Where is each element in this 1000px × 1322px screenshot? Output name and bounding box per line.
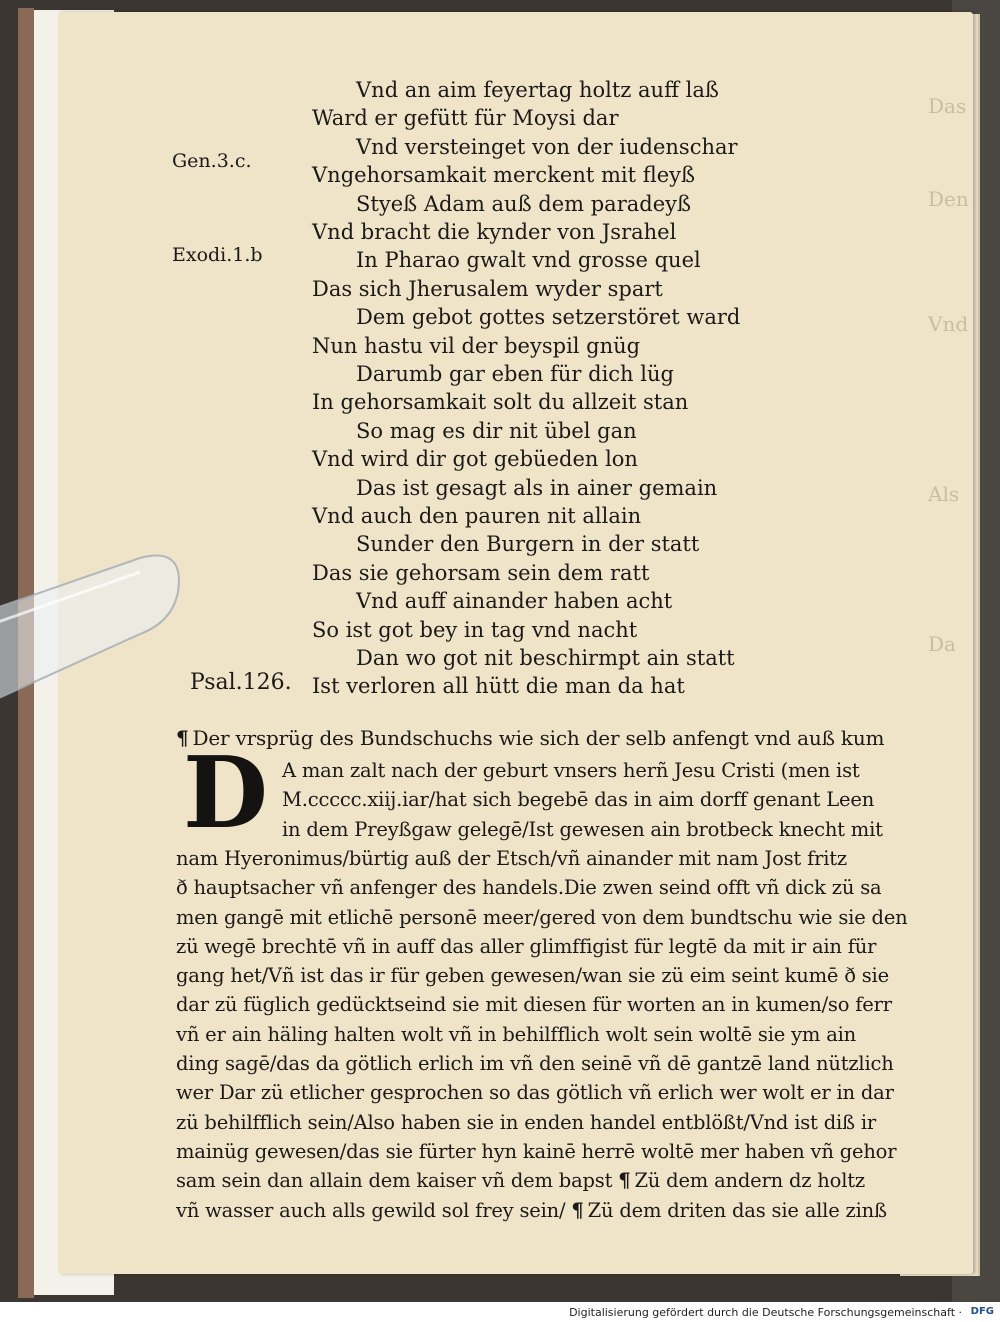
verse-line: Darumb gar eben für dich lüg [356, 362, 674, 386]
verse-line: Vnd wird dir got gebüeden lon [312, 447, 638, 472]
prose-line-text: ding sagē/das da götlich erlich im vñ den seinē vñ dē gantzē land nützlich [176, 1052, 894, 1075]
prose-line-text: nam Hyeronimus/bürtig auß der Etsch/vñ ainander mit nam Jost fritz [176, 846, 847, 870]
footer-credit: Digitalisierung gefördert durch die Deutsche Forschungsgemeinschaft · [569, 1306, 962, 1319]
verse-line: Vngehorsamkait merckent mit fleyß [312, 163, 696, 188]
show-through-text: Als [928, 482, 960, 506]
prose-line [176, 1139, 897, 1163]
verse-line: Ist verloren all hütt die man da hat [312, 674, 685, 699]
prose-line [282, 790, 874, 810]
prose-line [176, 1171, 865, 1191]
prose-line-text: vñ er ain häling halten wolt vñ in behilfflich wolt sein woltē sie ym ain [176, 1022, 857, 1046]
prose-line [282, 817, 883, 841]
verse-line: Ward er gefütt für Moysi dar [312, 106, 619, 131]
prose-line-text: men gangē mit etlichē personē meer/gered von dem bundtschu wie sie den [176, 905, 908, 929]
show-through-text: Den [928, 187, 969, 211]
prose-line-text: mainüg gewesen/das sie fürter hyn kainē herrē woltē mer haben vñ gehor [176, 1139, 897, 1163]
verse-line: Styeß Adam auß dem paradeyß [356, 191, 692, 216]
prose-line [176, 905, 908, 929]
margin-note: Psal.126. [190, 670, 292, 695]
prose-tail-text: Zü dem andern dz holtz [634, 1169, 865, 1193]
verse-line: Dem gebot gottes setzerstöret ward [356, 305, 741, 330]
pilcrow-mark: ¶ [571, 1198, 584, 1222]
prose-line-text: zü behilfflich sein/Also haben sie in enden handel entblößt/Vnd ist diß ir [176, 1110, 876, 1134]
verse-line: In Pharao gwalt vnd grosse quel [356, 248, 701, 273]
verse-line: Vnd auff ainander haben acht [356, 589, 673, 614]
verse-line: Vnd versteinget von der iudenschar [356, 134, 738, 159]
prose-line [176, 934, 877, 958]
verse-line: Sunder den Burgern in der statt [356, 532, 700, 557]
prose-line [176, 1022, 857, 1046]
prose-line-text: dar zü füglich gedücktseind sie mit diesen für worten an in kumen/so ferr [176, 993, 892, 1017]
dfg-logo: DFG [970, 1306, 994, 1317]
verse-line: Das sie gehorsam sein dem ratt [312, 560, 650, 585]
prose-line-text: A man zalt nach der geburt vnsers herñ Jesu Cristi (men ist [282, 759, 860, 782]
prose-line-text: vñ wasser auch alls gewild sol frey sein/ [176, 1198, 566, 1222]
prose-line [176, 1110, 876, 1134]
footer-bar [0, 1302, 1000, 1322]
verse-line: So mag es dir nit übel gan [356, 418, 637, 443]
verse-line: In gehorsamkait solt du allzeit stan [312, 390, 689, 415]
show-through-text: Das [928, 94, 967, 118]
prose-line-text: wer Dar zü etlicher gesprochen so das götlich vñ erlich wer wolt er in dar [176, 1081, 894, 1105]
prose-line-text: ð hauptsacher vñ anfenger des handels.Die zwen seind offt vñ dick zü sa [176, 876, 882, 900]
pilcrow-mark: ¶ [176, 726, 189, 750]
margin-note: Exodi.1.b [172, 244, 263, 266]
prose-line [176, 1198, 887, 1222]
margin-note: Gen.3.c. [172, 150, 252, 172]
page-clip [0, 552, 190, 702]
show-through-text: Vnd [928, 312, 969, 336]
verse-line: So ist got bey in tag vnd nacht [312, 617, 638, 642]
prose-line [176, 966, 889, 986]
pilcrow-mark: ¶ [618, 1169, 631, 1193]
verse-line: Vnd auch den pauren nit allain [312, 504, 642, 528]
verse-line: Nun hastu vil der beyspil gnüg [312, 333, 641, 358]
prose-line [176, 1083, 894, 1103]
prose-line [176, 995, 892, 1015]
verse-line: Das sich Jherusalem wyder spart [312, 276, 663, 301]
verse-line: Vnd bracht die kynder von Jsrahel [312, 220, 677, 244]
prose-line [282, 761, 860, 781]
prose-line-text: M.ccccc.xiij.iar/hat sich begebē das in aim dorff genant Leen [282, 788, 875, 812]
prose-tail-text: Zü dem driten das sie alle zinß [587, 1198, 887, 1222]
prose-line-text: gang het/Vñ ist das ir für geben gewesen/wan sie zü eim seint kumē ð sie [176, 964, 889, 988]
section-heading-text: Der vrsprüg des Bundschuchs wie sich der selb anfengt vnd auß kum [192, 726, 885, 750]
verse-line: Das ist gesagt als in ainer gemain [356, 475, 718, 500]
prose-line-text: sam sein dan allain dem kaiser vñ dem bapst [176, 1169, 613, 1193]
prose-line [176, 1054, 894, 1074]
section-heading [176, 728, 884, 748]
verse-line: Dan wo got nit beschirmpt ain statt [356, 646, 735, 670]
decorated-initial: D [183, 736, 268, 851]
prose-line [176, 846, 847, 870]
prose-line-text: in dem Preyßgaw gelegē/Ist gewesen ain brotbeck knecht mit [282, 817, 883, 841]
verse-line: Vnd an aim feyertag holtz auff laß [356, 78, 719, 102]
prose-line-text: zü wegē brechtē vñ in auff das aller glimffigist für legtē da mit ir ain für [176, 934, 877, 958]
prose-line [176, 878, 881, 898]
show-through-text: Da [928, 632, 956, 656]
